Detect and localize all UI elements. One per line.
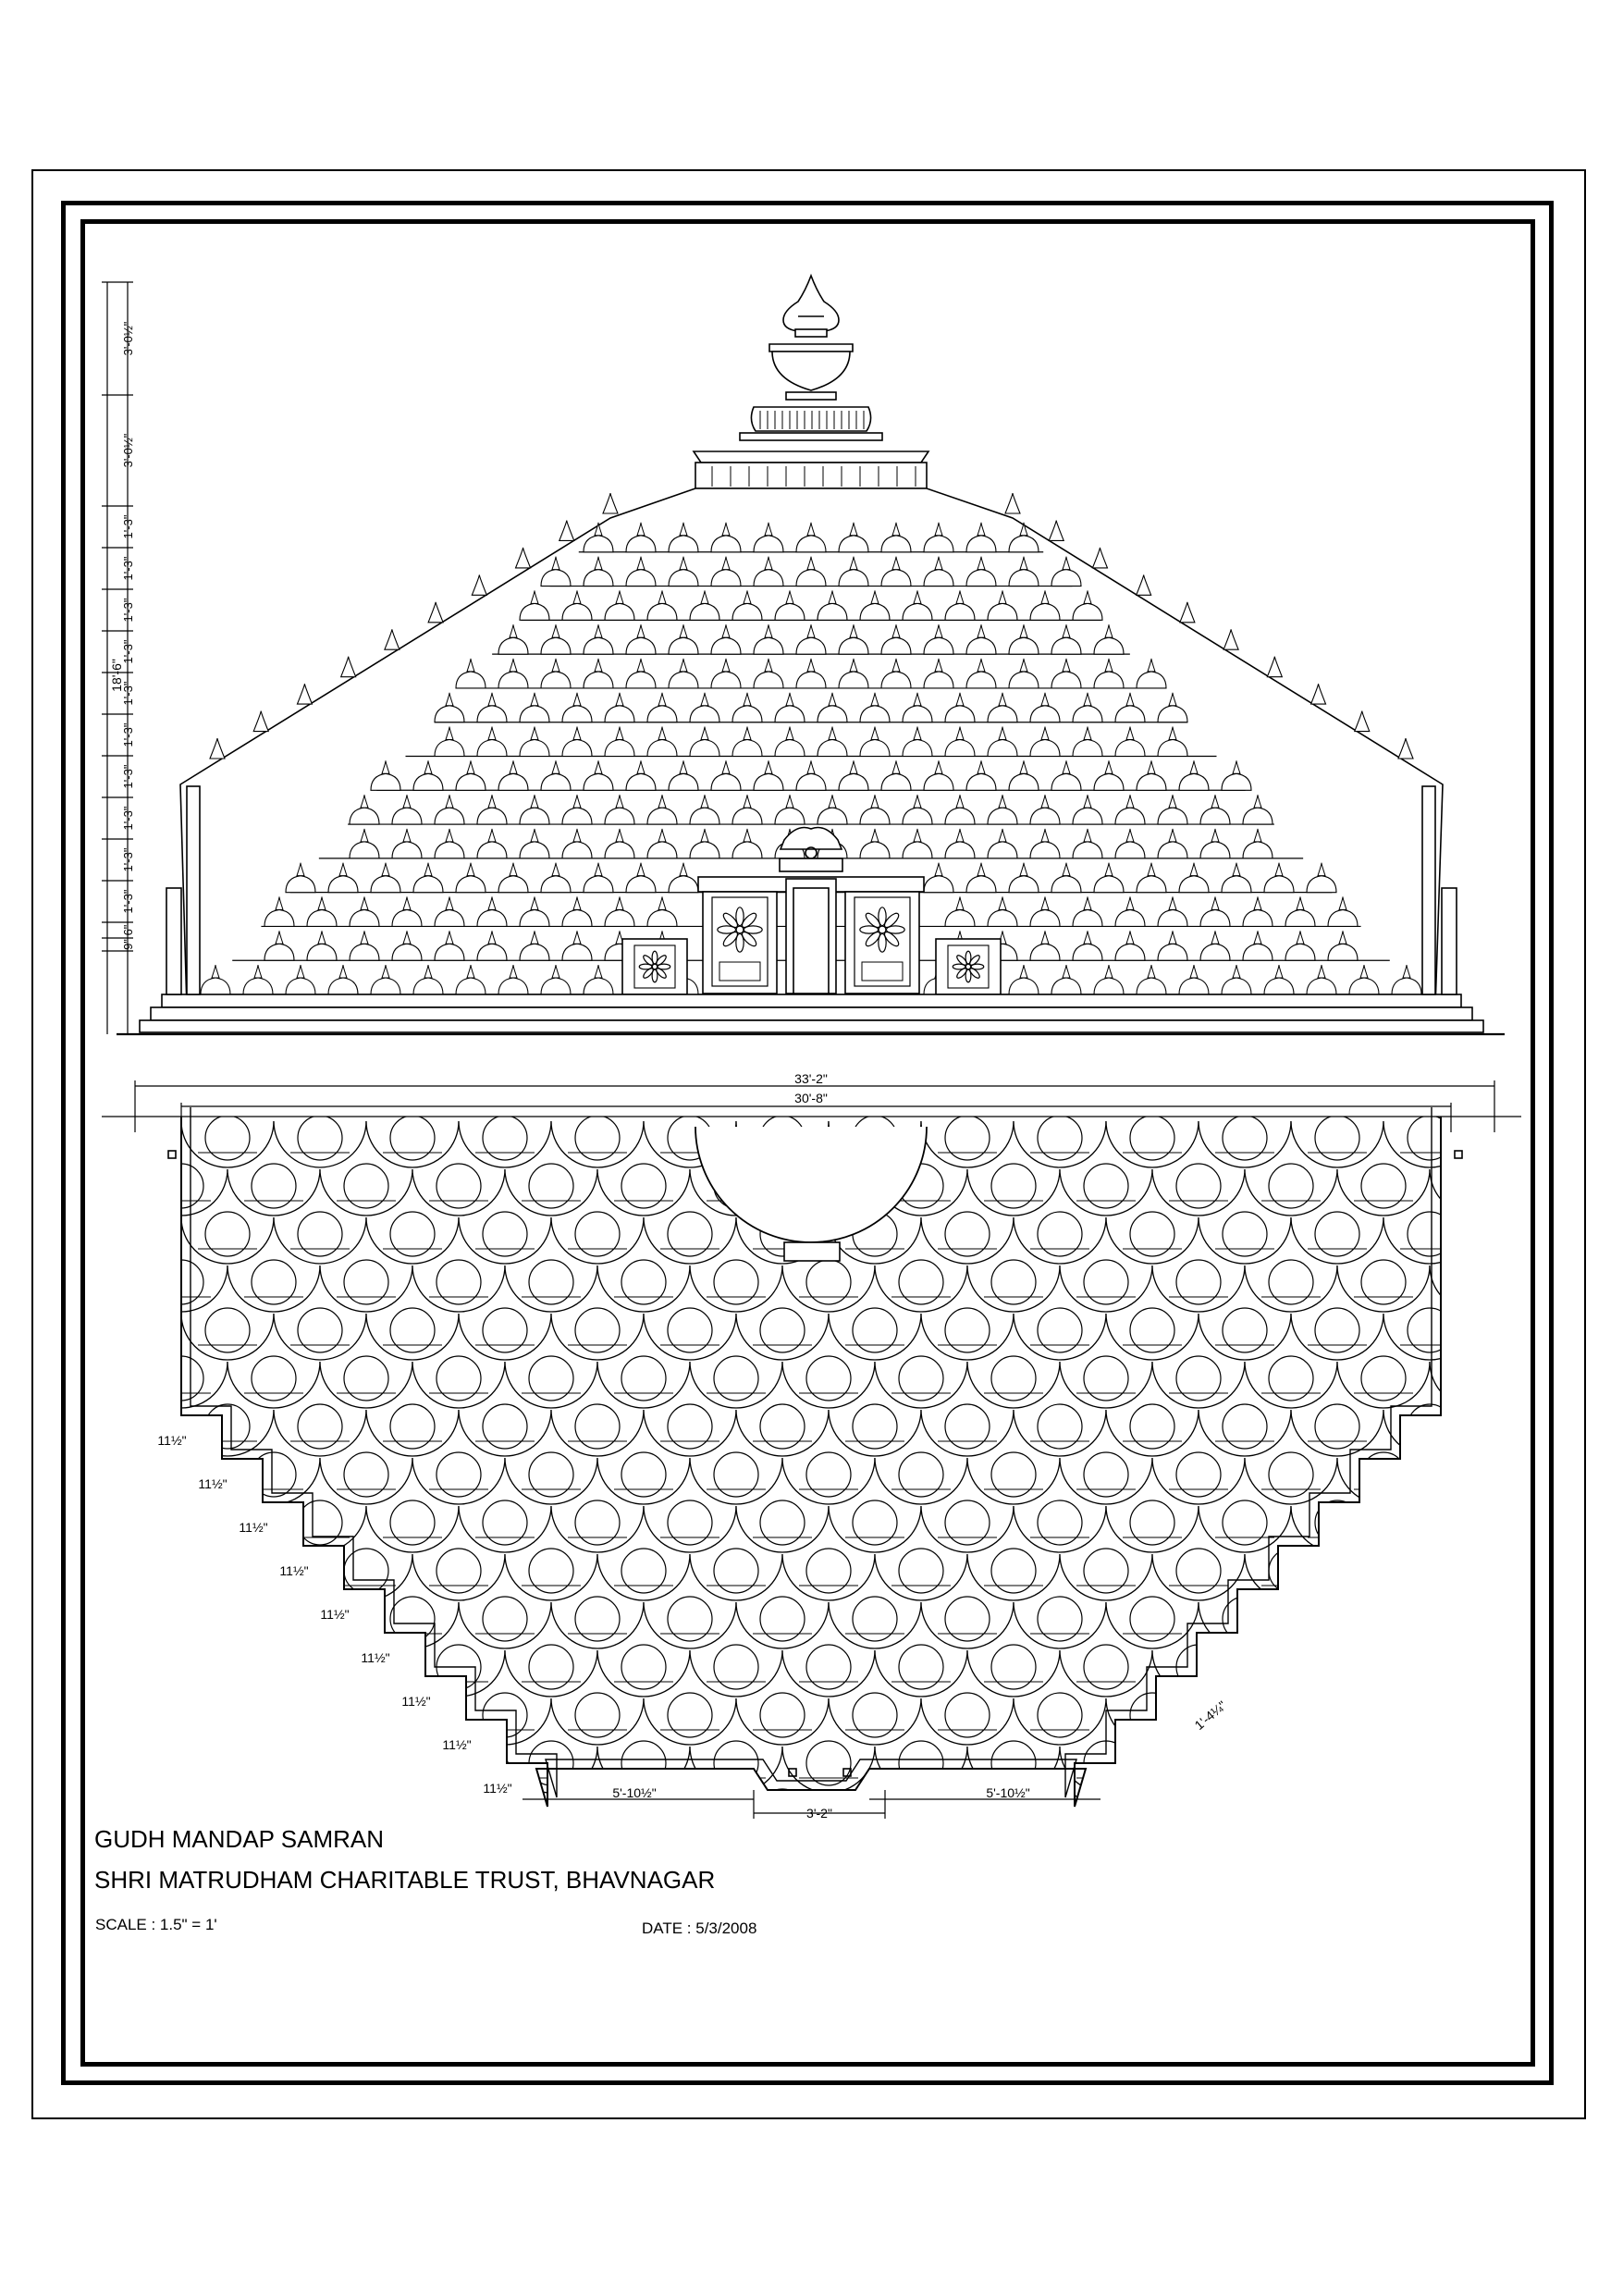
segment-height-label: 1'-3" <box>121 806 135 831</box>
segment-height-label: 3'-0½" <box>121 433 135 468</box>
step-dimension-label: 11½" <box>157 1433 187 1448</box>
bottom-right-dim: 5'-10½" <box>986 1785 1030 1800</box>
segment-height-label: 1'-3" <box>121 639 135 664</box>
total-height-label: 18'-6" <box>109 659 124 692</box>
date-label: DATE : 5/3/2008 <box>642 1920 757 1937</box>
step-dimension-label: 11½" <box>239 1520 268 1535</box>
finial <box>694 276 928 488</box>
plan-view <box>89 1080 1522 1841</box>
segment-height-label: 1'-3" <box>121 514 135 539</box>
segment-height-label: 3'-0½" <box>121 321 135 356</box>
segment-height-label: 1'-3" <box>121 598 135 623</box>
step-dimension-label: 11½" <box>401 1694 431 1709</box>
overall-width-label: 33'-2" <box>794 1071 828 1086</box>
right-step-dim: 1'-4¼" <box>1191 1697 1230 1734</box>
step-dimension-label: 11½" <box>361 1650 390 1665</box>
plinth <box>117 994 1505 1034</box>
step-dimension-label: 11½" <box>442 1737 472 1752</box>
bottom-center-dim: 3'-2" <box>806 1806 832 1821</box>
bottom-left-dim: 5'-10½" <box>612 1785 657 1800</box>
segment-height-label: 1'-3" <box>121 847 135 872</box>
temple-elevation <box>102 276 1505 1034</box>
step-dimension-label: 11½" <box>279 1563 309 1578</box>
segment-height-label: 6" <box>121 924 135 936</box>
segment-height-label: 1'-3" <box>121 889 135 914</box>
segment-height-label: 1'-3" <box>121 681 135 706</box>
step-dimension-label: 11½" <box>320 1607 350 1622</box>
drawing-title: GUDH MANDAP SAMRAN <box>94 1825 385 1853</box>
segment-height-label: 1'-3" <box>121 764 135 789</box>
segment-height-label: 1'-3" <box>121 556 135 581</box>
segment-height-label: 9" <box>121 939 135 950</box>
step-dimension-label: 11½" <box>483 1781 512 1796</box>
client-name: SHRI MATRUDHAM CHARITABLE TRUST, BHAVNAGAR <box>94 1866 716 1894</box>
step-dimension-label: 11½" <box>198 1476 227 1491</box>
inner-width-label: 30'-8" <box>794 1091 828 1105</box>
scale-label: SCALE : 1.5" = 1' <box>95 1916 217 1933</box>
segment-height-label: 1'-3" <box>121 722 135 747</box>
